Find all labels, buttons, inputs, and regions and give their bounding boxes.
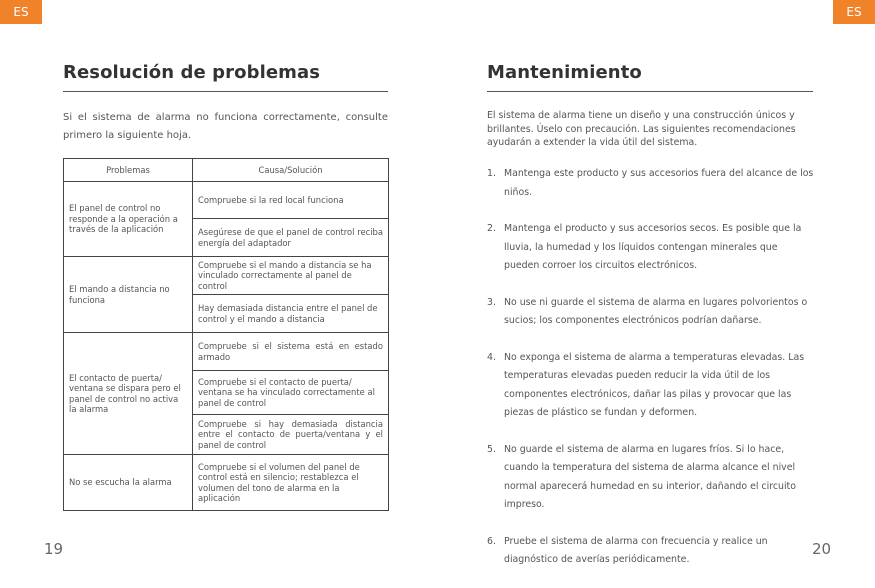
problem-cell: El panel de control no responde a la operación a través de la aplicación <box>64 182 193 257</box>
table-header-row <box>64 159 389 182</box>
title-divider-left <box>63 91 388 92</box>
page-number-right: 20 <box>812 540 832 558</box>
troubleshooting-intro: Si el sistema de alarma no funciona correctamente, consulte primero la siguiente hoja. <box>63 112 388 141</box>
problem-cell: El contacto de puerta/ ventana se dispara pero el panel de control no activa la alarma <box>64 333 193 455</box>
list-item: 6. Pruebe el sistema de alarma con frecuencia y realice un diagnóstico de averías periódicamente. <box>487 535 768 565</box>
solution-cell: Compruebe si la red local funciona <box>193 182 389 219</box>
troubleshooting-table <box>63 158 389 511</box>
language-tab-left: ES <box>0 0 42 24</box>
list-item: 3. No use ni guarde el sistema de alarma en lugares polvorientos o sucios; los componentes electrónicos podrían dañarse. <box>487 296 808 326</box>
table-row <box>64 455 389 511</box>
problem-cell: El mando a distancia no funciona <box>64 257 193 333</box>
language-tab-right: ES <box>833 0 875 24</box>
list-item: 2. Mantenga el producto y sus accesorios secos. Es posible que la lluvia, la humedad y los líquidos contengan minerales que pueden corroer los circuitos electrónicos. <box>487 223 802 271</box>
page-number-left: 19 <box>44 540 64 558</box>
table-row <box>64 257 389 295</box>
maintenance-title: Mantenimiento <box>487 62 642 83</box>
list-item: 5. No guarde el sistema de alarma en lugares fríos. Si lo hace, cuando la temperatura del sistema de alarma alcance el nivel normal aparecerá humedad en su interior, dañando el circuito impreso. <box>487 443 796 510</box>
solution-cell: Compruebe si el mando a distancia se ha vinculado correctamente al panel de control <box>193 257 389 295</box>
solution-cell: Compruebe si el sistema está en estado armado <box>193 333 389 371</box>
maintenance-list <box>487 165 815 588</box>
solution-cell: Asegúrese de que el panel de control reciba energía del adaptador <box>193 219 389 257</box>
solution-cell: Compruebe si el volumen del panel de control está en silencio; restablezca el volumen del tono de alarma en la aplicación <box>193 455 389 511</box>
table-row <box>64 182 389 219</box>
troubleshooting-title: Resolución de problemas <box>63 62 321 83</box>
solution-cell: Compruebe si hay demasiada distancia entre el contacto de puerta/ventana y el panel de control <box>193 415 389 455</box>
list-item: 1. Mantenga este producto y sus accesorios fuera del alcance de los niños. <box>487 168 814 198</box>
solution-cell: Hay demasiada distancia entre el panel de control y el mando a distancia <box>193 295 389 333</box>
solution-cell: Compruebe si el contacto de puerta/ ventana se ha vinculado correctamente al panel de control <box>193 371 389 415</box>
title-divider-right <box>487 91 813 92</box>
header-cause-solution: Causa/Solución <box>193 159 389 182</box>
list-item: 4. No exponga el sistema de alarma a temperaturas elevadas. Las temperaturas elevadas pueden reducir la vida útil de los componentes electrónicos, dañar las pilas y provocar que las piezas de plástico se fundan y deformen. <box>487 351 805 418</box>
table-row <box>64 333 389 371</box>
header-problems: Problemas <box>64 159 193 182</box>
maintenance-intro: El sistema de alarma tiene un diseño y una construcción únicos y brillantes. Úselo con precaución. Las siguientes recomendaciones ayudarán a extender la vida útil del sistema. <box>487 110 796 148</box>
problem-cell: No se escucha la alarma <box>64 455 193 511</box>
